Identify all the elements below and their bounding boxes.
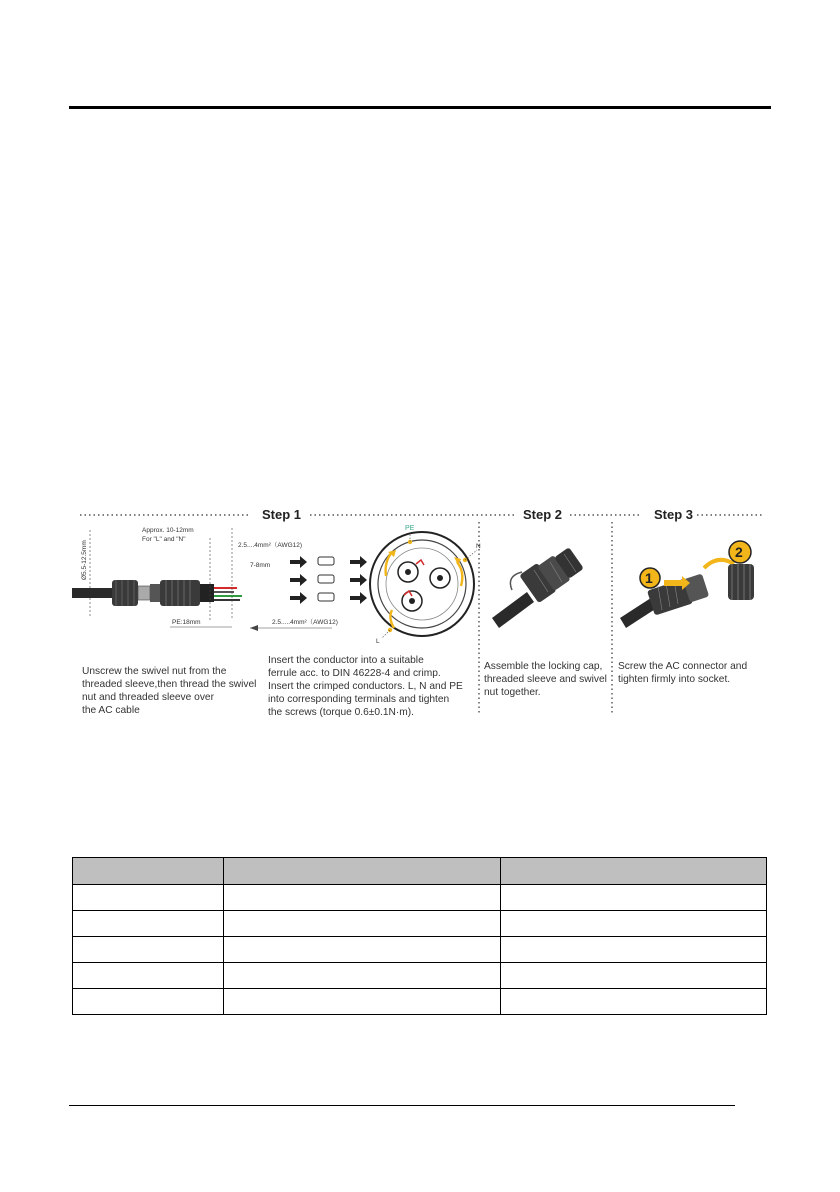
caption-unscrew: Unscrew the swivel nut from the threaded sleeve,then thread the swivel nut and threaded sleeve over the AC cable bbox=[82, 666, 257, 716]
table-cell bbox=[501, 963, 767, 989]
caption-screw-connector: Screw the AC connector and tighten firmly into socket. bbox=[618, 661, 748, 685]
spec-table bbox=[72, 857, 767, 1015]
table-cell bbox=[501, 989, 767, 1015]
caption-assemble: Assemble the locking cap, threaded sleeve and swivel nut together. bbox=[484, 661, 607, 698]
table-cell bbox=[73, 885, 224, 911]
table-row bbox=[73, 937, 767, 963]
cable-diameter-label: Ø5.5-12.5mm bbox=[81, 540, 88, 580]
n-terminal-label: N bbox=[476, 543, 481, 550]
connector-terminal-face bbox=[370, 525, 481, 645]
table-row bbox=[73, 989, 767, 1015]
table-cell bbox=[224, 963, 501, 989]
table-cell bbox=[73, 911, 224, 937]
table-cell bbox=[501, 911, 767, 937]
table-header-row bbox=[73, 858, 767, 885]
assembled-connector-illustration bbox=[492, 547, 584, 628]
l-terminal-label: L bbox=[376, 638, 380, 645]
badge-1: 1 bbox=[645, 570, 653, 586]
pe-terminal-label: PE bbox=[405, 525, 415, 532]
footer-rule bbox=[69, 1105, 735, 1106]
table-row bbox=[73, 885, 767, 911]
strip-7-8-label: 7-8mm bbox=[250, 562, 271, 569]
table-cell bbox=[73, 963, 224, 989]
badge-2: 2 bbox=[735, 544, 743, 560]
table-cell bbox=[224, 989, 501, 1015]
step1-title: Step 1 bbox=[262, 507, 302, 522]
cross-section-bottom-label: 2.5.....4mm²（AWG12) bbox=[272, 619, 338, 626]
header-rule bbox=[69, 106, 771, 109]
table-cell bbox=[73, 989, 224, 1015]
table-cell bbox=[224, 885, 501, 911]
table-cell bbox=[224, 937, 501, 963]
caption-insert-conductor: Insert the conductor into a suitable ferrule acc. to DIN 46228-4 and crimp. Insert the crimped conductors. L, N and PE into corresponding terminals and tighten the screws (torque 0.6±0.1N·m). bbox=[268, 655, 463, 718]
cross-section-top-label: 2.5....4mm²（AWG12) bbox=[238, 542, 303, 549]
table-cell bbox=[224, 911, 501, 937]
ferrules bbox=[318, 557, 334, 601]
ac-connector-assembly-figure bbox=[72, 500, 772, 740]
table-row bbox=[73, 911, 767, 937]
table-cell bbox=[501, 885, 767, 911]
pe-length-label: PE:18mm bbox=[172, 619, 201, 626]
connector-to-socket-illustration bbox=[620, 541, 754, 628]
strip-length-label: Approx. 10-12mm bbox=[142, 527, 194, 534]
table-header-cell bbox=[501, 858, 767, 885]
step3-title: Step 3 bbox=[654, 507, 694, 522]
table-header-cell bbox=[224, 858, 501, 885]
table-cell bbox=[73, 937, 224, 963]
strip-for-label: For "L" and "N" bbox=[142, 536, 186, 543]
table-cell bbox=[501, 937, 767, 963]
step2-title: Step 2 bbox=[523, 507, 563, 522]
table-header-cell bbox=[73, 858, 224, 885]
table-row bbox=[73, 963, 767, 989]
